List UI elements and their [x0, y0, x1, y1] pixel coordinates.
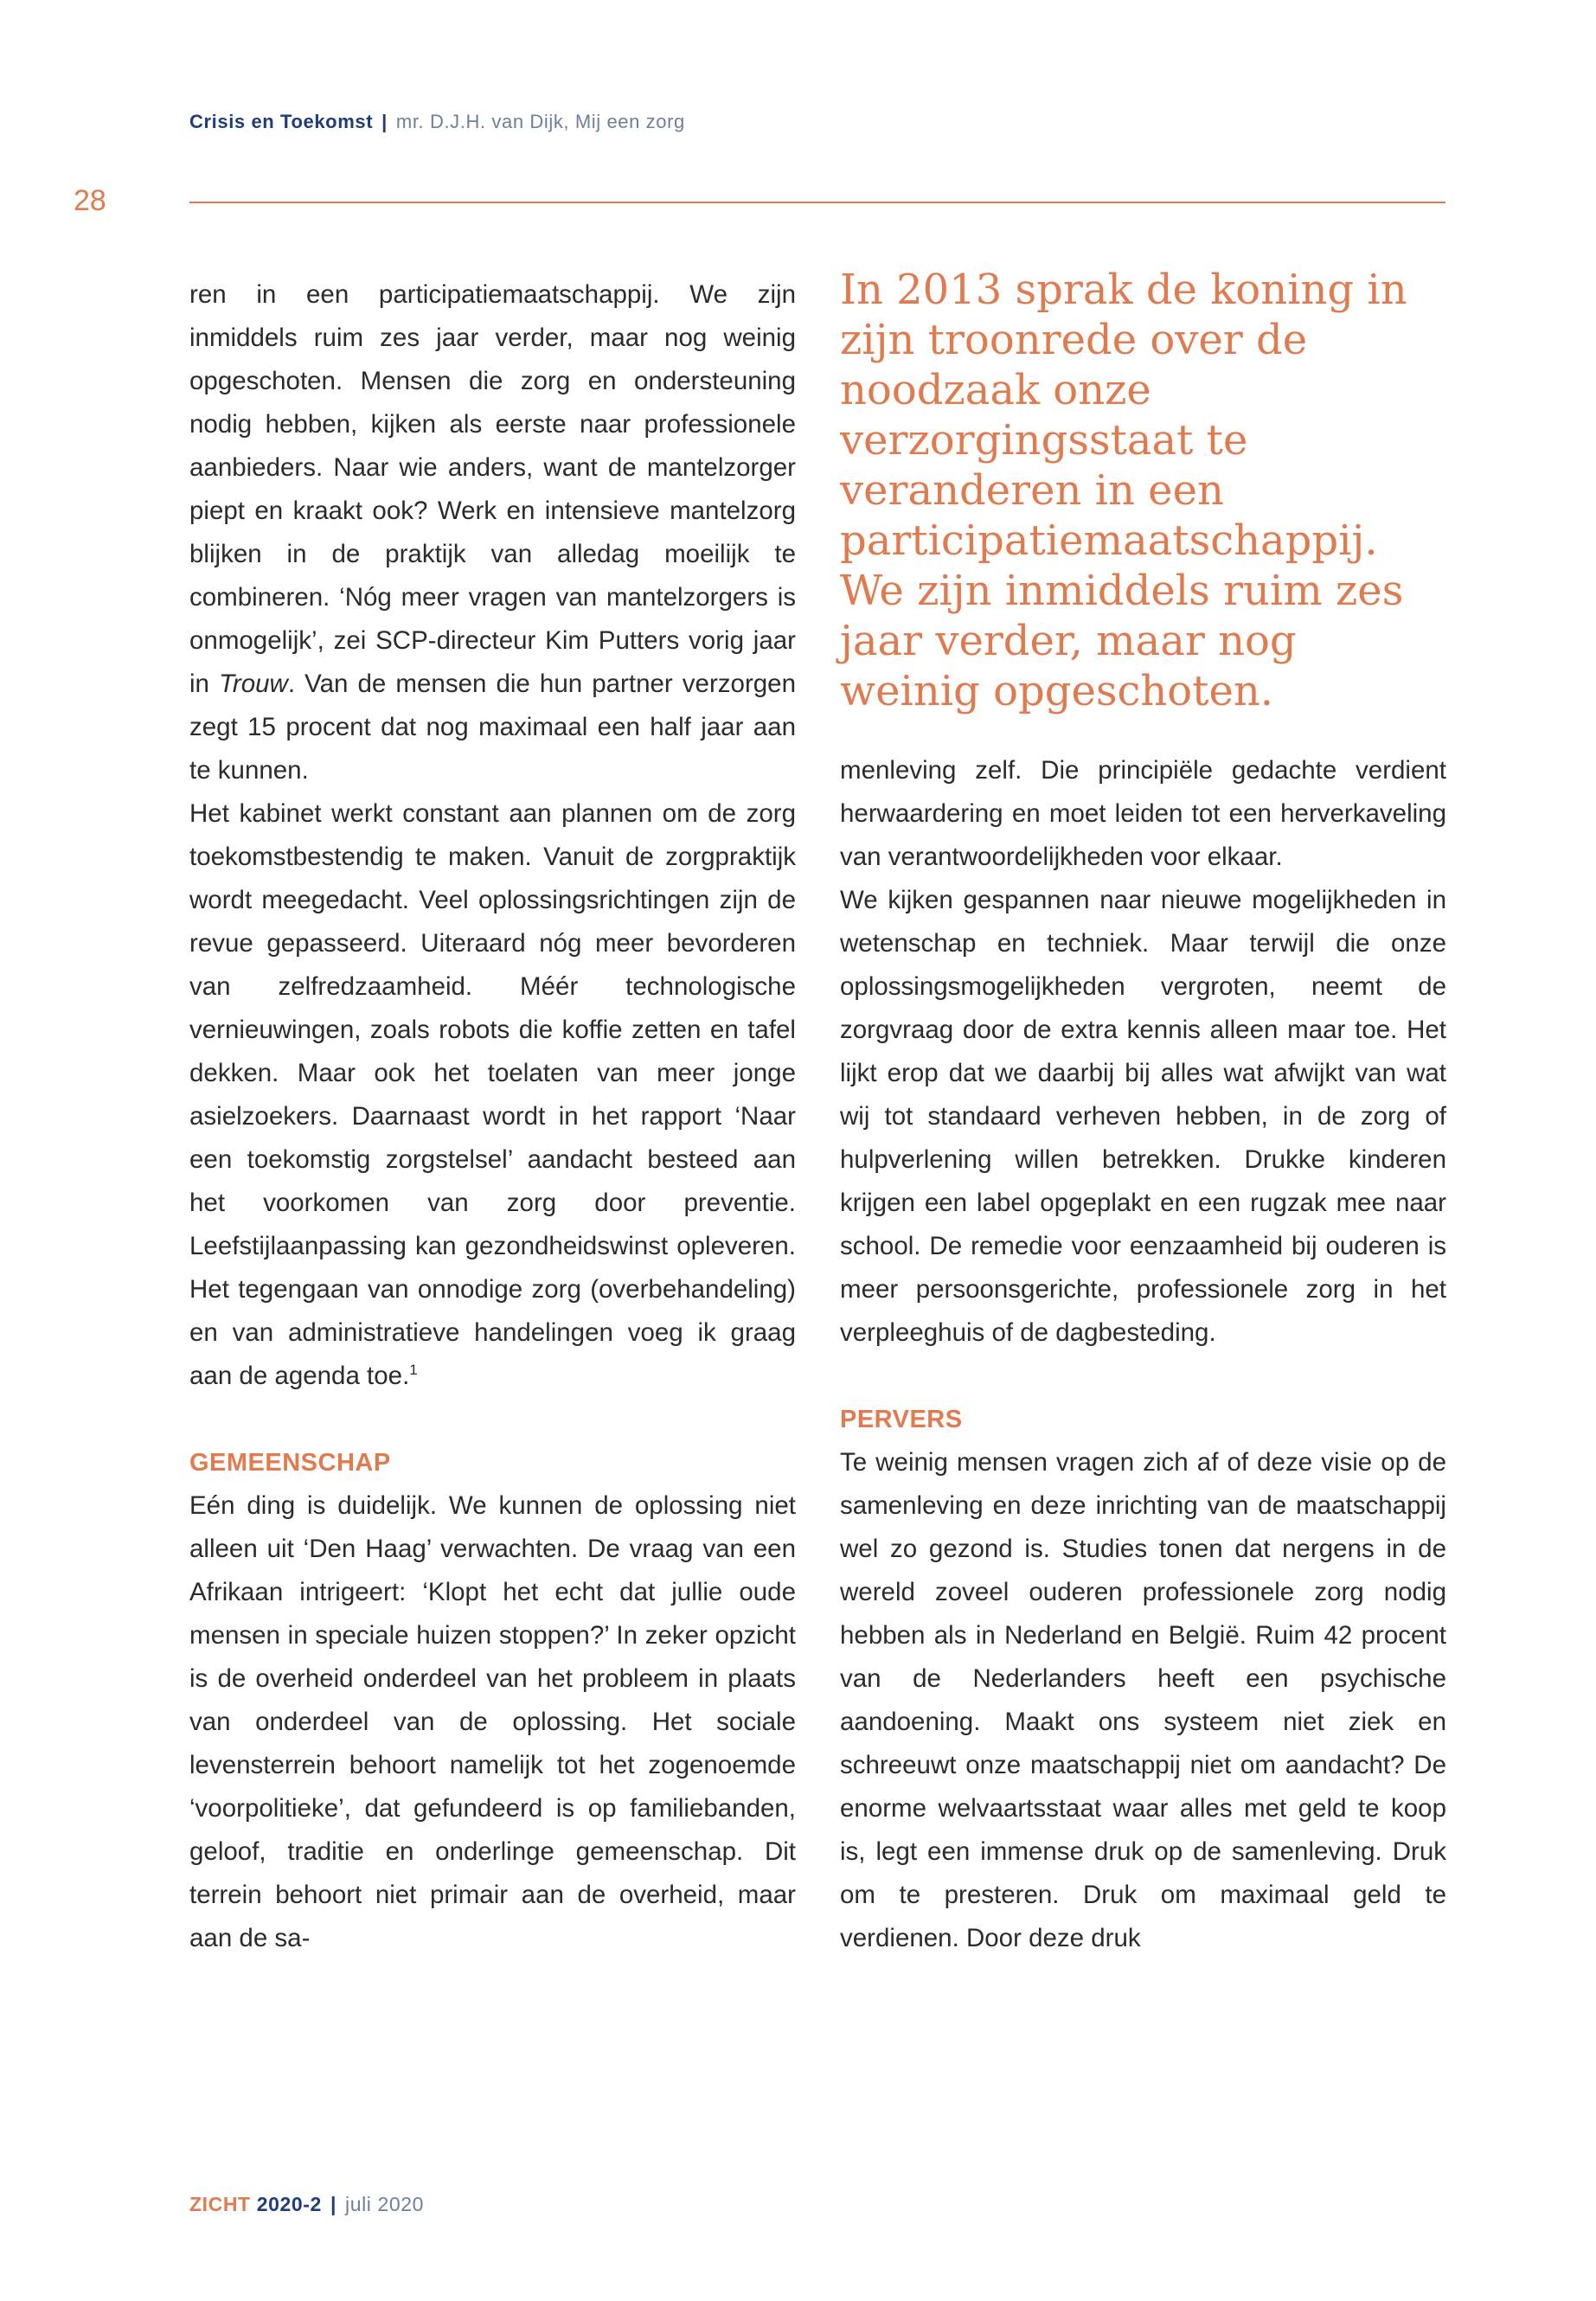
body-paragraph: Het kabinet werkt constant aan plannen om de zorg toekomstbestendig te maken. Vanuit de zorgpraktijk wordt meegedacht. Veel oplossingsrichtingen zijn de revue gepasseerd. Uiteraard nóg meer bevorderen van zelfredzaamheid. Méér technologische vernieuwingen, zoals robots die koffie zetten en tafel dekken. Maar ook het toelaten van meer jonge asielzoekers. Daarnaast wordt in het rapport ‘Naar een toekomstig zorgstelsel’ aandacht besteed aan het voorkomen van zorg door preventie. Leefstijlaanpassing kan gezondheidswinst opleveren. Het tegengaan van onnodige zorg (overbehandeling) en van administratieve handelingen voeg ik graag aan de agenda toe.$^1$ — [189, 799, 796, 1390]
page-number: 28 — [74, 184, 106, 217]
header-rule — [189, 202, 1445, 203]
body-paragraph: ren in een participatiemaatschappij. We zijn inmiddels ruim zes jaar verder, maar nog weinig opgeschoten. Mensen die zorg en ondersteuning nodig hebben, kijken als eerste naar professionele aanbieders. Naar wie anders, want de mantelzorger piept en kraakt ook? Werk en intensieve mantelzorg blijken in de praktijk van alledag moeilijk te combineren. ‘Nóg meer vragen van mantelzorgers is onmogelijk’, zei SCP-directeur Kim Putters vorig jaar in Trouw. Van de mensen die hun partner verzorgen zegt 15 procent dat nog maximaal een half jaar aan te kunnen. — [189, 280, 796, 785]
body-paragraph: Eén ding is duidelijk. We kunnen de oplossing niet alleen uit ‘Den Haag’ verwachten. De vraag van een Afrikaan intrigeert: ‘Klopt het echt dat jullie oude mensen in speciale huizen stoppen?’ In zeker opzicht is de overheid onderdeel van het probleem in plaats van onderdeel van de oplossing. Het sociale levensterrein behoort namelijk tot het zogenoemde ‘voorpolitieke’, dat gefundeerd is op familiebanden, geloof, traditie en onderlinge gemeenschap. Dit terrein behoort niet primair aan de overheid, maar aan de sa- — [189, 1491, 796, 1952]
section-heading-pervers: PERVERS — [840, 1406, 963, 1433]
header-separator: | — [381, 111, 388, 132]
issue-date: juli 2020 — [344, 2193, 425, 2215]
pull-quote: In 2013 sprak de koning in zijn troonrede over de noodzaak onze verzorgingsstaat te veranderen in een participatiemaatschappij. We zijn inmiddels ruim zes jaar verder, maar nog weinig opgeschoten. — [840, 266, 1407, 715]
publication-name: Trouw — [219, 670, 288, 698]
publication-section-title: Crisis en Toekomst — [189, 111, 374, 132]
section-heading-gemeenschap: GEMEENSCHAP — [189, 1449, 391, 1477]
running-header — [189, 111, 685, 133]
magazine-brand: ZICHT — [189, 2193, 251, 2215]
article-author-title: mr. D.J.H. van Dijk, Mij een zorg — [395, 111, 685, 132]
left-text-column — [189, 273, 796, 1960]
body-paragraph: We kijken gespannen naar nieuwe mogelijkheden in wetenschap en techniek. Maar terwijl die onze oplossingsmogelijkheden vergroten, neemt de zorgvraag door de extra kennis alleen maar toe. Het lijkt erop dat we daarbij bij alles wat afwijkt van wat wij tot standaard verheven hebben, in de zorg of hulpverlening willen betrekken. Drukke kinderen krijgen een label opgeplakt en een rugzak mee naar school. De remedie voor eenzaamheid bij ouderen is meer persoonsgerichte, professionele zorg in het verpleeghuis of de dagbesteding. — [840, 886, 1446, 1347]
footer-separator: | — [330, 2193, 337, 2215]
footnote-reference[interactable]: 1 — [409, 1362, 418, 1379]
page-footer — [189, 2193, 424, 2216]
body-paragraph: menleving zelf. Die principiële gedachte verdient herwaardering en moet leiden tot een herverkaveling van verantwoordelijkheden voor elkaar. — [840, 756, 1446, 871]
right-text-column — [840, 749, 1446, 1960]
body-paragraph: Te weinig mensen vragen zich af of deze visie op de samenleving en deze inrichting van de maatschappij wel zo gezond is. Studies tonen dat nergens in de wereld zoveel ouderen professionele zorg nodig hebben als in Nederland en België. Ruim 42 procent van de Nederlanders heeft een psychische aandoening. Maakt ons systeem niet ziek en schreeuwt onze maatschappij niet om aandacht? De enorme welvaartsstaat waar alles met geld te koop is, legt een immense druk op de samenleving. Druk om te presteren. Druk om maximaal geld te verdienen. Door deze druk — [840, 1448, 1446, 1952]
issue-number: 2020-2 — [256, 2193, 322, 2215]
